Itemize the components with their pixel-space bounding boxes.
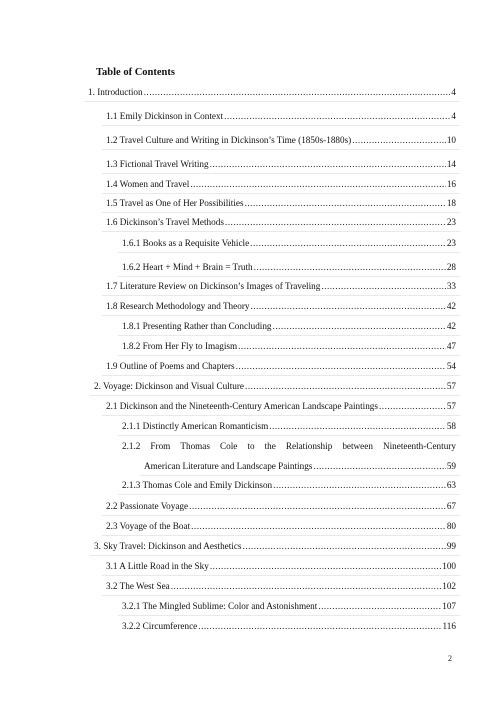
toc-entry-page: 54 — [446, 361, 456, 371]
dot-leader — [225, 216, 446, 228]
label-word: Relationship — [285, 441, 333, 451]
toc-entry[interactable] — [106, 110, 456, 122]
toc-entry-label: American Literature and Landscape Paintings — [144, 461, 313, 471]
toc-entry[interactable] — [122, 479, 456, 491]
toc-entry-page: 14 — [446, 159, 456, 169]
toc-entry-label: 3.2.1 The Mingled Sublime: Color and Astonishment — [122, 601, 318, 611]
dot-leader — [273, 320, 446, 332]
toc-entry[interactable] — [106, 158, 456, 170]
toc-entry-page: 100 — [442, 561, 456, 571]
label-word: to — [247, 441, 255, 451]
toc-entry-page: 107 — [442, 601, 456, 611]
row-divider — [84, 101, 460, 102]
label-word: 2.1.2 — [122, 441, 141, 451]
row-divider — [118, 615, 460, 616]
toc-entry[interactable] — [106, 216, 456, 228]
row-divider — [118, 335, 460, 336]
toc-entry-page: 23 — [446, 217, 456, 227]
row-divider — [140, 475, 460, 476]
row-divider — [102, 315, 460, 316]
toc-entry-page: 47 — [446, 341, 456, 351]
dot-leader — [352, 134, 446, 146]
toc-entry-label: 1.1 Emily Dickinson in Context — [106, 111, 224, 121]
toc-entry-page: 57 — [446, 401, 456, 411]
row-divider — [118, 435, 460, 436]
toc-entry-page: 63 — [446, 480, 456, 490]
label-word: between — [342, 441, 373, 451]
row-divider — [118, 276, 460, 277]
toc-entry-label: 1.2 Travel Culture and Writing in Dickinson’s Time (1850s-1880s) — [106, 135, 352, 145]
toc-entry-label: 2.3 Voyage of the Boat — [106, 521, 191, 531]
toc-entry-page: 18 — [446, 198, 456, 208]
dot-leader — [144, 86, 451, 98]
toc-entry[interactable] — [122, 340, 456, 352]
row-divider — [118, 252, 460, 253]
toc-entry-label: 2. Voyage: Dickinson and Visual Culture — [94, 381, 245, 391]
toc-entry[interactable] — [122, 320, 456, 332]
toc-entry-label: 3.1 A Little Road in the Sky — [106, 561, 209, 571]
toc-entry-page: 10 — [446, 135, 456, 145]
toc-entry[interactable] — [122, 600, 456, 612]
toc-entry-page: 23 — [446, 238, 456, 248]
row-divider — [102, 193, 460, 194]
dot-leader — [269, 420, 446, 432]
dot-leader — [171, 580, 441, 592]
toc-entry-page: 116 — [442, 621, 456, 631]
dot-leader — [191, 520, 446, 532]
dot-leader — [243, 540, 446, 552]
toc-entry-page: 16 — [446, 179, 456, 189]
toc-entry-label: 1.8.1 Presenting Rather than Concluding — [122, 321, 272, 331]
dot-leader — [238, 340, 446, 352]
dot-leader — [379, 400, 446, 412]
row-divider — [102, 295, 460, 296]
toc-entry-label: 2.1.3 Thomas Cole and Emily Dickinson — [122, 480, 273, 490]
toc-entry[interactable] — [94, 380, 456, 392]
dot-leader — [190, 178, 446, 190]
toc-entry-label: 1. Introduction — [88, 87, 143, 97]
page-number: 2 — [448, 654, 452, 663]
row-divider — [118, 355, 460, 356]
toc-entry-label: 3. Sky Travel: Dickinson and Aesthetics — [94, 541, 242, 551]
toc-entry[interactable] — [94, 540, 456, 552]
label-word: Thomas — [180, 441, 210, 451]
toc-entry[interactable] — [106, 178, 456, 190]
label-word: the — [264, 441, 276, 451]
toc-entry[interactable] — [122, 261, 456, 273]
toc-entry[interactable] — [106, 520, 456, 532]
toc-entry[interactable] — [106, 360, 456, 372]
row-divider — [102, 231, 460, 232]
toc-entry[interactable] — [106, 560, 456, 572]
toc-entry-label: 3.2.2 Circumference — [122, 621, 198, 631]
dot-leader — [189, 500, 446, 512]
toc-entry-page: 28 — [446, 262, 456, 272]
toc-entry[interactable] — [122, 620, 456, 632]
row-divider — [102, 212, 460, 213]
dot-leader — [250, 237, 446, 249]
toc-entry-label: 1.8.2 From Her Fly to Imagism — [122, 341, 238, 351]
toc-entry-label: 1.6.1 Books as a Requisite Vehicle — [122, 238, 250, 248]
toc-entry-page: 58 — [446, 421, 456, 431]
toc-entry-label: 2.1 Dickinson and the Nineteenth-Century American Landscape Paintings — [106, 401, 378, 411]
row-divider — [102, 595, 460, 596]
toc-entry-page: 57 — [446, 381, 456, 391]
dot-leader — [210, 560, 441, 572]
row-divider — [90, 395, 460, 396]
label-word: From — [150, 441, 171, 451]
dot-leader — [321, 280, 445, 292]
dot-leader — [198, 620, 441, 632]
row-divider — [102, 515, 460, 516]
dot-leader — [245, 380, 446, 392]
dot-leader — [318, 600, 441, 612]
label-word: Cole — [220, 441, 238, 451]
toc-entry-label: 1.6.2 Heart + Mind + Brain = Truth — [122, 262, 253, 272]
toc-entry-page: 4 — [451, 87, 456, 97]
toc-entry-page: 59 — [446, 461, 456, 471]
row-divider — [90, 555, 460, 556]
dot-leader — [245, 197, 446, 209]
toc-entry-label-line1[interactable] — [122, 440, 456, 452]
toc-entry-label: 1.3 Fictional Travel Writing — [106, 159, 209, 169]
toc-entry[interactable] — [106, 400, 456, 412]
row-divider — [102, 173, 460, 174]
dot-leader — [250, 300, 445, 312]
toc-entry[interactable] — [88, 86, 456, 98]
toc-entry[interactable] — [106, 134, 456, 146]
toc-title: Table of Contents — [96, 67, 175, 78]
toc-entry[interactable] — [106, 500, 456, 512]
toc-entry-label: 1.7 Literature Review on Dickinson’s Images of Traveling — [106, 281, 321, 291]
toc-entry[interactable] — [106, 280, 456, 292]
toc-entry-page: 33 — [446, 281, 456, 291]
row-divider — [118, 494, 460, 495]
toc-entry-label: 2.1.1 Distinctly American Romanticism — [122, 421, 269, 431]
dot-leader — [254, 261, 446, 273]
toc-entry[interactable] — [106, 197, 456, 209]
toc-entry[interactable] — [144, 460, 456, 472]
toc-entry[interactable] — [122, 237, 456, 249]
toc-entry-label: 1.5 Travel as One of Her Possibilities — [106, 198, 244, 208]
toc-entry-label: 1.4 Women and Travel — [106, 179, 190, 189]
toc-entry-label: 1.8 Research Methodology and Theory — [106, 301, 250, 311]
toc-entry[interactable] — [106, 580, 456, 592]
toc-entry[interactable] — [122, 420, 456, 432]
toc-entry-page: 42 — [446, 301, 456, 311]
label-word: Nineteenth-Century — [382, 441, 456, 451]
dot-leader — [273, 479, 446, 491]
row-divider — [102, 575, 460, 576]
toc-entry-label: 1.9 Outline of Poems and Chapters — [106, 361, 235, 371]
toc-entry-label: 1.6 Dickinson’s Travel Methods — [106, 217, 224, 227]
toc-entry-page: 67 — [446, 501, 456, 511]
toc-entry-page: 4 — [451, 111, 456, 121]
dot-leader — [313, 460, 445, 472]
toc-entry[interactable] — [106, 300, 456, 312]
dot-leader — [236, 360, 446, 372]
dot-leader — [224, 110, 450, 122]
row-divider — [102, 375, 460, 376]
row-divider — [102, 415, 460, 416]
row-divider — [102, 149, 460, 150]
toc-entry-page: 102 — [442, 581, 456, 591]
dot-leader — [210, 158, 446, 170]
toc-entry-page: 80 — [446, 521, 456, 531]
toc-entry-label: 3.2 The West Sea — [106, 581, 170, 591]
toc-entry-label: 2.2 Passionate Voyage — [106, 501, 189, 511]
toc-entry-page: 99 — [446, 541, 456, 551]
row-divider — [102, 125, 460, 126]
toc-entry-page: 42 — [446, 321, 456, 331]
row-divider — [102, 535, 460, 536]
